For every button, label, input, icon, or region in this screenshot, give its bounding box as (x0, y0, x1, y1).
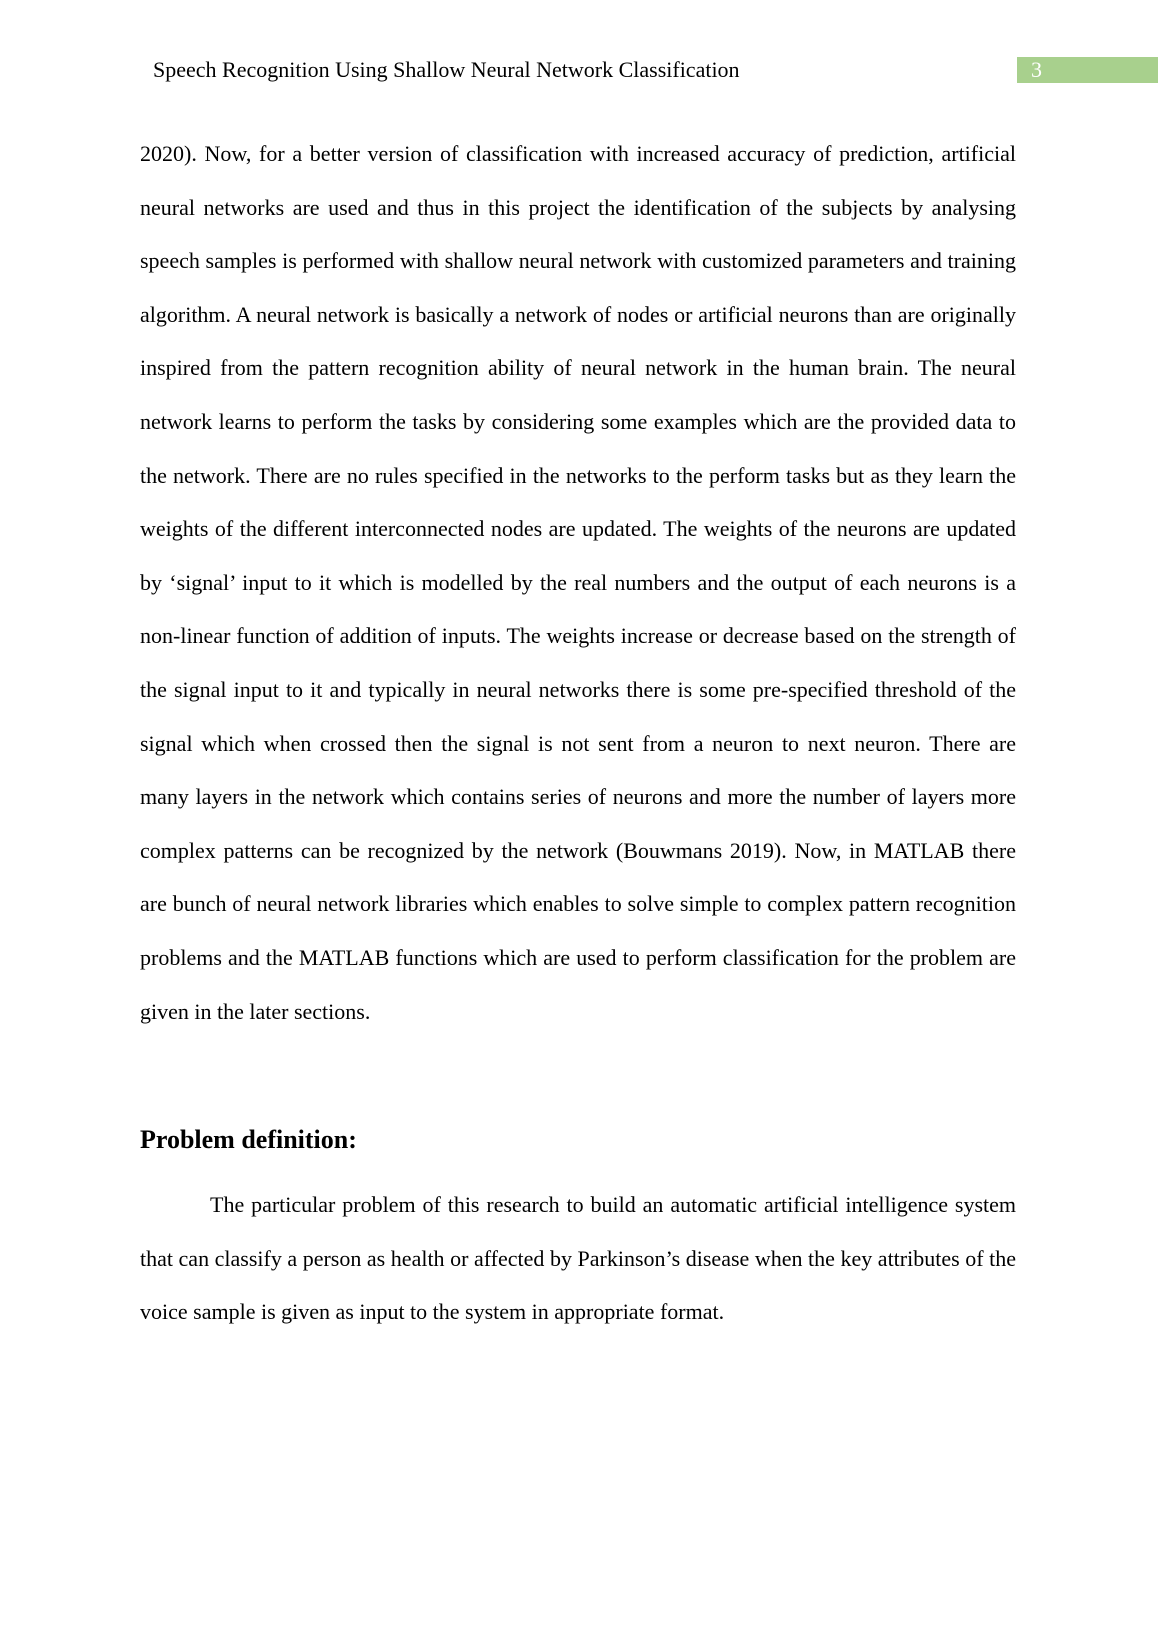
section-heading-problem-definition: Problem definition: (140, 1125, 357, 1154)
running-head-title: Speech Recognition Using Shallow Neural Network Classification (153, 57, 740, 82)
problem-definition-paragraph: The particular problem of this research to build an automatic artificial intelligence system that can classify a person as health or affected by Parkinson’s disease when the key attributes of the voice sample is given as input to the system in appropriate format. (140, 1192, 1016, 1325)
continuation-paragraph: 2020). Now, for a better version of classification with increased accuracy of prediction, artificial neural networks are used and thus in this project the identification of the subjects by analysing speech samples is performed with shallow neural network with customized parameters and training algorithm. A neural network is basically a network of nodes or artificial neurons than are originally inspired from the pattern recognition ability of neural network in the human brain. The neural network learns to perform the tasks by considering some examples which are the provided data to the network. There are no rules specified in the networks to the perform tasks but as they learn the weights of the different interconnected nodes are updated. The weights of the neurons are updated by ‘signal’ input to it which is modelled by the real numbers and the output of each neurons is a non-linear function of addition of inputs. The weights increase or decrease based on the strength of the signal input to it and typically in neural networks there is some pre-specified threshold of the signal which when crossed then the signal is not sent from a neuron to next neuron. There are many layers in the network which contains series of neurons and more the number of layers more complex patterns can be recognized by the network (Bouwmans 2019). Now, in MATLAB there are bunch of neural network libraries which enables to solve simple to complex pattern recognition problems and the MATLAB functions which are used to perform classification for the problem are given in the later sections. (140, 141, 1016, 1024)
page-number-badge (1017, 57, 1158, 83)
page-number: 3 (1031, 57, 1042, 82)
